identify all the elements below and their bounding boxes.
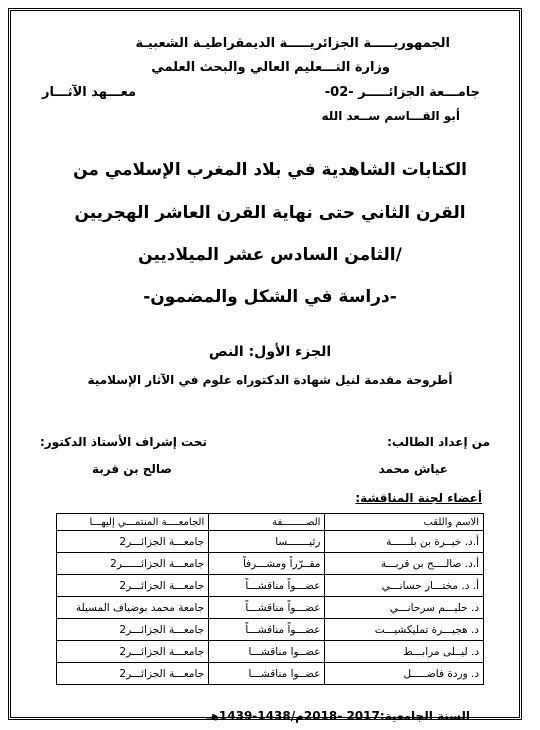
member-institution: جامعـــة الجزائـــر2 xyxy=(57,641,209,663)
academic-year: السنة الجامعية:2017 -2018م/1438-1439هـ xyxy=(206,709,470,723)
committee-row xyxy=(57,619,484,641)
member-name: أ.د. خيــرة بن بلــــــة xyxy=(325,531,484,553)
member-rank: عضـــواً مناقشـــاً xyxy=(209,619,325,641)
header-rank: الصــــــــفة xyxy=(209,514,325,531)
thesis-title-line-1: الكتابات الشاهدية في بلاد المغرب الإسلامي من xyxy=(73,160,467,180)
supervisor-label: تحت إشراف الأستاذ الدكتور: xyxy=(40,435,207,449)
member-name: د. ليــلى مرابـــط xyxy=(325,641,484,663)
member-name: د. حليـــم سرحانـــي xyxy=(325,597,484,619)
committee-row xyxy=(57,663,484,685)
member-name: أ.د. صالــــح بن قربـــة xyxy=(325,553,484,575)
thesis-part: الجزء الأول: النص xyxy=(208,344,332,360)
committee-table xyxy=(56,513,484,685)
member-rank: عضـــواً مناقشـــاً xyxy=(209,575,325,597)
member-institution: جامعـــة الجزائـــر2 xyxy=(57,531,209,553)
thesis-title-line-3: /الثامن السادس عشر الميلاديين xyxy=(138,245,402,265)
member-name: أ. د. مختـــار حسانـــي xyxy=(325,575,484,597)
member-institution: جامعـــة الجزائـــر2 xyxy=(57,619,209,641)
member-institution: جامعـــة الجزائـــر2 xyxy=(57,663,209,685)
supervisor-name: صالح بن قربة xyxy=(92,462,173,476)
member-rank: مقــرّراً ومشـــرفاً xyxy=(209,553,325,575)
member-rank: عضــوا مناقشـــا xyxy=(209,641,325,663)
member-rank: عضــوا مناقشـــا xyxy=(209,663,325,685)
member-name: د. هجيـــرة تمليكشيـــت xyxy=(325,619,484,641)
committee-row xyxy=(57,575,484,597)
member-institution: جامعة محمد بوضياف المسيلة xyxy=(57,597,209,619)
committee-row xyxy=(57,531,484,553)
committee-row xyxy=(57,553,484,575)
thesis-title-line-4: -دراسة في الشكل والمضمون- xyxy=(143,287,397,307)
degree-statement: أطروحة مقدمة لنيل شهادة الدكتوراه علوم في الآثار الإسلامية xyxy=(87,373,453,387)
committee-row xyxy=(57,597,484,619)
member-institution: جامعـــة الجزائــــــر2 xyxy=(57,553,209,575)
header-name: الاسم واللقب xyxy=(325,514,484,531)
committee-header-row xyxy=(57,514,484,531)
thesis-title-line-2: القرن الثاني حتى نهاية القرن العاشر الهجريين xyxy=(74,203,466,223)
republic-name: الجمهوريـــــة الجزائريـــــة الديمقراطيـة الشعبيـة xyxy=(135,36,450,51)
university-name: أبو القـــاسم ســعد الله xyxy=(321,109,460,123)
header-institution: الجامعــــة المنتمـــي إليهـــا xyxy=(57,514,209,531)
member-institution: جامعـــة الجزائـــر2 xyxy=(57,575,209,597)
ministry-name: وزارة التـــعليم العالي والبحث العلمي xyxy=(151,60,390,75)
member-rank: رئيـــــــسا xyxy=(209,531,325,553)
university-label: جامـــعة الجزائـــــر -02- xyxy=(324,85,480,100)
committee-title: أعضاء لجنة المناقشة: xyxy=(355,491,482,505)
student-label: من إعداد الطالب: xyxy=(387,435,490,449)
member-rank: عضـــواً مناقشـــاً xyxy=(209,597,325,619)
student-name: عياش محمد xyxy=(378,462,448,476)
member-name: د. وردة فاضـــــل xyxy=(325,663,484,685)
committee-row xyxy=(57,641,484,663)
institute-label: معـــهد الآثـــار xyxy=(42,85,137,100)
